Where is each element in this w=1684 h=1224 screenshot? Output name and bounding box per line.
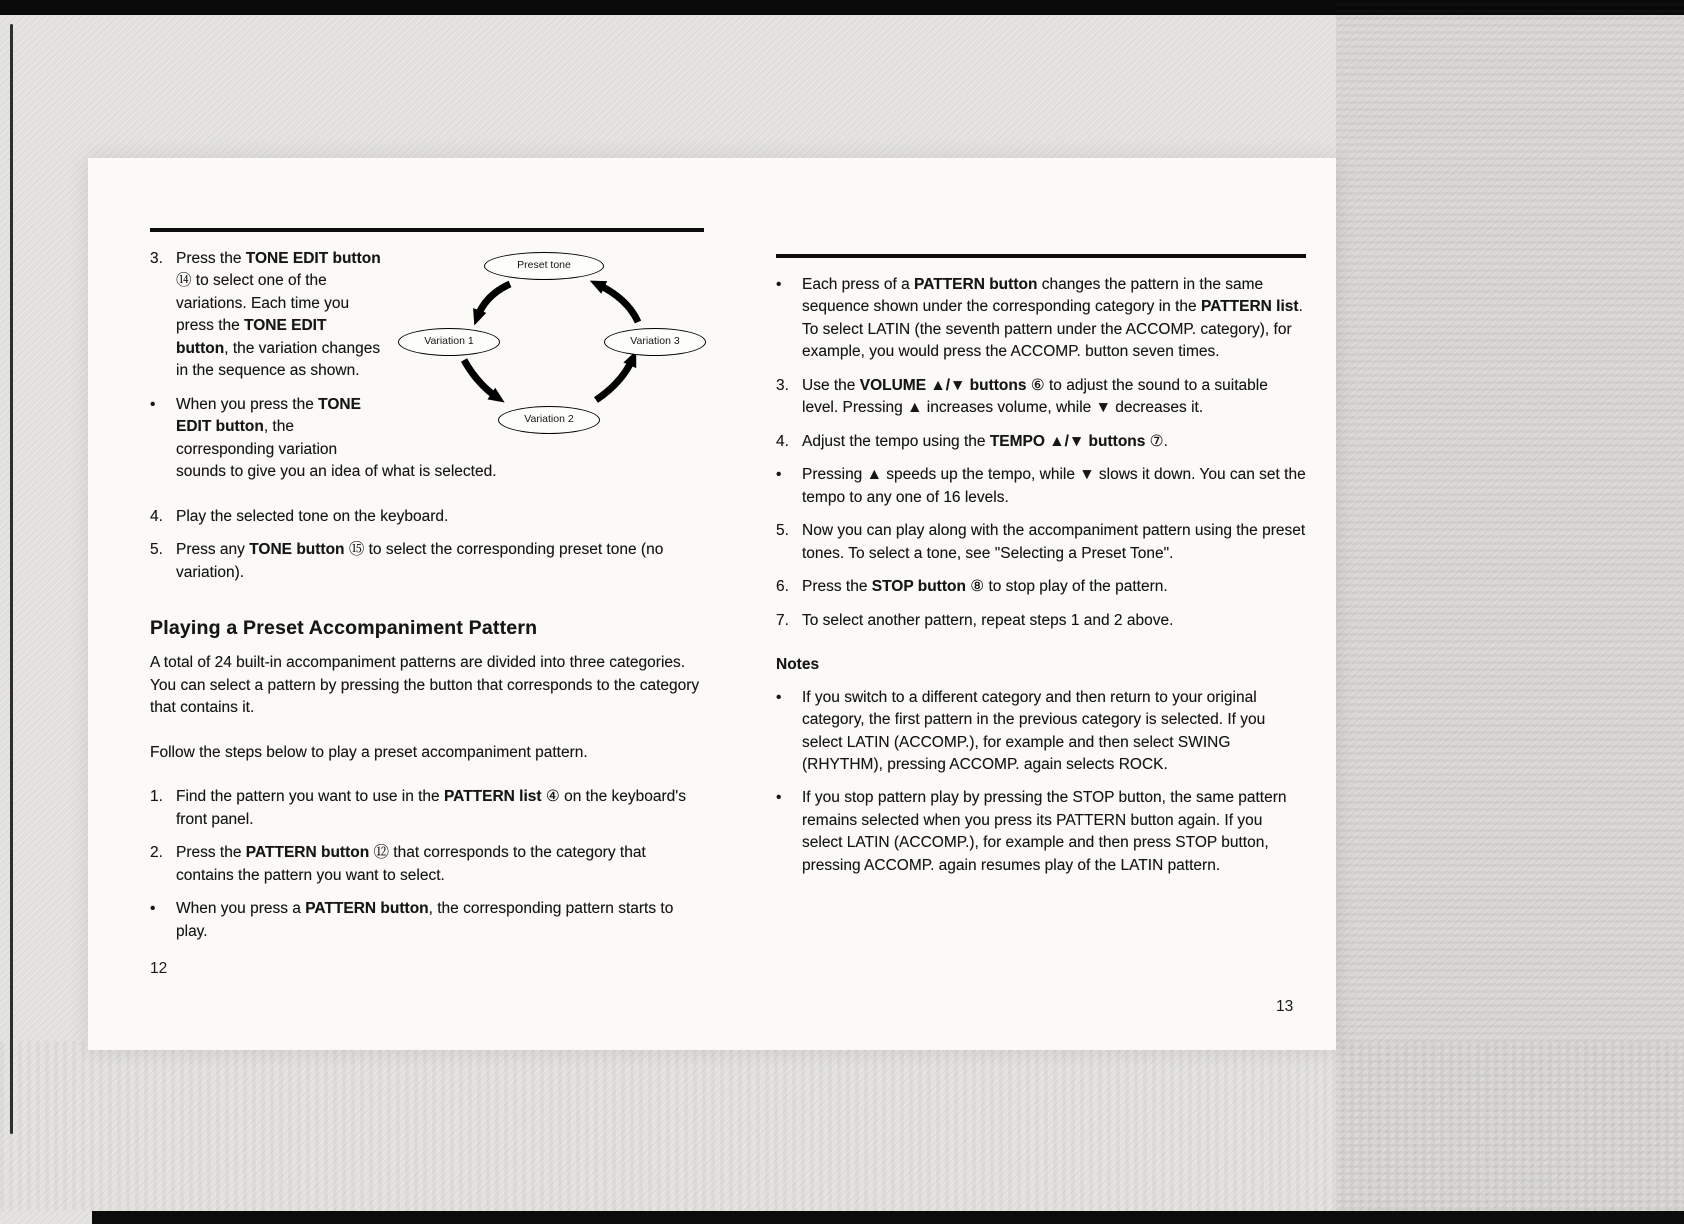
diagram-node-variation-3: Variation 3 — [604, 328, 706, 356]
bullet-marker: • — [150, 900, 156, 918]
diagram-node-variation-2: Variation 2 — [498, 406, 600, 434]
step-number: 2. — [150, 844, 163, 862]
step-number: 7. — [776, 611, 789, 629]
column-top-rule — [776, 254, 1306, 258]
page-12-column — [150, 228, 704, 954]
step-6-stop — [776, 576, 1306, 598]
column-top-rule — [150, 228, 704, 232]
step-number: 6. — [776, 578, 789, 596]
paragraph-text: Follow the steps below to play a preset accompaniment pattern. — [150, 743, 588, 761]
paragraph-follow-steps — [150, 742, 704, 764]
step-text: Press the PATTERN button ⑫ that corresponds to the category that contains the pattern you want to select. — [176, 844, 646, 884]
bullet-text: When you press a PATTERN button, the corresponding pattern starts to play. — [176, 900, 674, 940]
step-text: Now you can play along with the accompaniment pattern using the preset tones. To select a tone, see "Selecting a Preset Tone". — [802, 522, 1306, 562]
bullet-marker: • — [150, 395, 156, 413]
bullet-text: Each press of a PATTERN button changes the pattern in the same sequence shown under the corresponding category in the PATTERN list. To select LATIN (the seventh pattern under the ACCOMP. category), for example, you would press the ACCOMP. button seven times. — [802, 276, 1303, 361]
step-5-tone-button — [150, 539, 704, 584]
manual-page-spread — [88, 158, 1336, 1050]
step-number: 5. — [150, 541, 163, 559]
bullet-pattern-sequence — [776, 274, 1306, 364]
step-text: Find the pattern you want to use in the PATTERN list ④ on the keyboard's front panel. — [176, 788, 686, 828]
step-number: 1. — [150, 788, 163, 806]
step-number: 3. — [150, 250, 163, 267]
paragraph-text: A total of 24 built-in accompaniment patterns are divided into three categories. You can select a pattern by pressing the button that corresponds to the category that contains it. — [150, 654, 700, 717]
step-7-repeat — [776, 610, 1306, 632]
bullet-text: When you press the TONE EDIT button, the corresponding variation sounds to give you an idea of what is selected. — [176, 395, 497, 481]
bullet-tone-edit-sound — [150, 394, 704, 484]
step-4-tempo — [776, 431, 1306, 453]
step-number: 4. — [150, 507, 163, 525]
step-3-tone-edit — [150, 248, 704, 383]
step-2-press-pattern — [150, 842, 704, 887]
bullet-pattern-starts — [150, 898, 704, 943]
bullet-text: If you switch to a different category and then return to your original category, the first pattern in the previous category is selected. If you select LATIN (ACCOMP.), for example and then select SWING (RHYTHM), pressing ACCOMP. again selects ROCK. — [802, 688, 1266, 773]
scan-left-edge-line — [10, 24, 13, 1134]
step-text: Press the TONE EDIT button ⑭ to select one of the variations. Each time you press the TONE EDIT button, the variation changes in the sequence as shown. — [176, 250, 381, 380]
diagram-node-preset-tone: Preset tone — [484, 252, 604, 280]
bullet-text: If you stop pattern play by pressing the STOP button, the same pattern remains selected when you press its PATTERN button again. If you select LATIN (ACCOMP.), for example and then press STOP button, pressing ACCOMP. again resumes play of the LATIN pattern. — [802, 789, 1287, 874]
bullet-text: Pressing ▲ speeds up the tempo, while ▼ slows it down. You can set the tempo to any one of 16 levels. — [802, 466, 1306, 506]
page-number-12: 12 — [150, 960, 168, 977]
step-text: Play the selected tone on the keyboard. — [176, 507, 449, 525]
step-text: Adjust the tempo using the TEMPO ▲/▼ buttons ⑦. — [802, 432, 1168, 450]
bullet-tempo-levels — [776, 464, 1306, 509]
step-text: Press any TONE button ⑮ to select the corresponding preset tone (no variation). — [176, 541, 664, 581]
notes-heading: Notes — [776, 656, 820, 674]
bullet-marker: • — [776, 688, 782, 706]
step-4-play-tone — [150, 506, 704, 528]
scan-bottom-black-bar — [92, 1211, 1684, 1224]
bullet-marker: • — [776, 789, 782, 807]
bullet-marker: • — [776, 466, 782, 484]
scan-noise-bottom — [0, 1041, 1684, 1211]
step-number: 5. — [776, 522, 789, 540]
bullet-marker: • — [776, 276, 782, 293]
step-text: Press the STOP button ⑧ to stop play of the pattern. — [802, 578, 1168, 596]
note-stop-resume — [776, 787, 1306, 877]
page-number-13: 13 — [1276, 998, 1294, 1015]
step-3-volume — [776, 375, 1306, 420]
step-text: To select another pattern, repeat steps 1 and 2 above. — [802, 611, 1174, 629]
step-text: Use the VOLUME ▲/▼ buttons ⑥ to adjust the sound to a suitable level. Pressing ▲ increases volume, while ▼ decreases it. — [802, 376, 1268, 417]
step-number: 4. — [776, 432, 789, 450]
diagram-node-variation-1: Variation 1 — [398, 328, 500, 356]
step-number: 3. — [776, 376, 789, 394]
paragraph-intro — [150, 652, 704, 719]
section-heading-accompaniment: Playing a Preset Accompaniment Pattern — [150, 617, 538, 640]
step-5-play-along — [776, 520, 1306, 565]
note-category-switch — [776, 687, 1306, 777]
page-13-column — [776, 254, 1306, 888]
step-1-find-pattern — [150, 786, 704, 831]
